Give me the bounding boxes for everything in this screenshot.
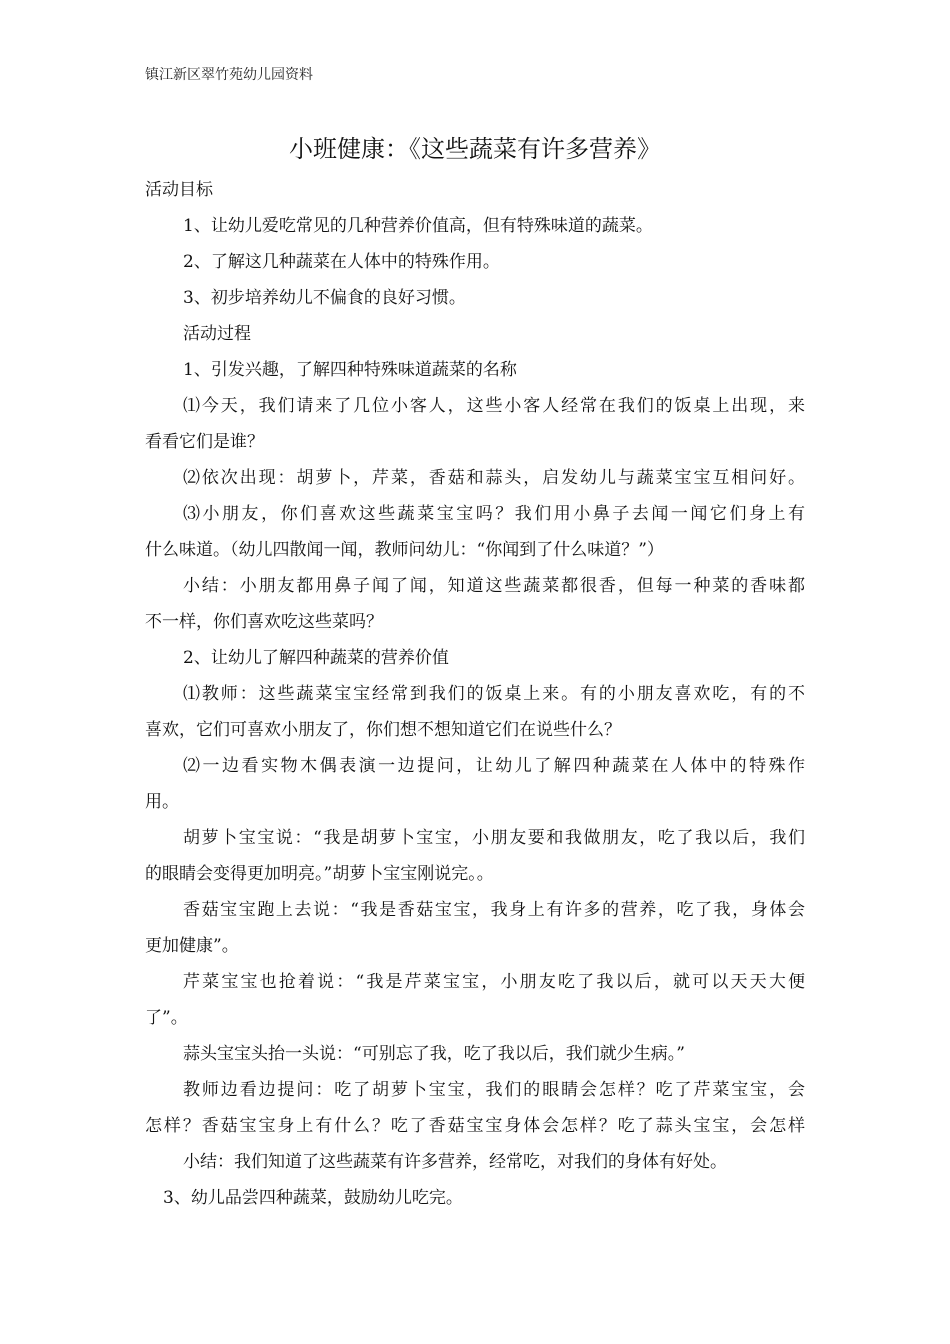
step-heading-2: 2、让幼儿了解四种蔬菜的营养价值 xyxy=(183,648,449,668)
paragraph-line: ⑵依次出现：胡萝卜，芹菜，香菇和蒜头，启发幼儿与蔬菜宝宝互相问好。 xyxy=(183,468,805,488)
paragraph-line: 的眼睛会变得更加明亮。”胡萝卜宝宝刚说完。。 xyxy=(145,864,494,884)
goal-item-1: 1、让幼儿爱吃常见的几种营养价值高，但有特殊味道的蔬菜。 xyxy=(183,216,653,236)
paragraph-line: 看看它们是谁？ xyxy=(145,432,264,452)
paragraph-line: 用。 xyxy=(145,792,179,812)
paragraph-line: 蒜头宝宝头抬一头说：“可别忘了我，吃了我以后，我们就少生病。” xyxy=(183,1044,685,1064)
paragraph-line: ⑵一边看实物木偶表演一边提问，让幼儿了解四种蔬菜在人体中的特殊作 xyxy=(183,756,805,776)
paragraph-line: 胡萝卜宝宝说：“我是胡萝卜宝宝，小朋友要和我做朋友，吃了我以后，我们 xyxy=(183,828,805,848)
section-heading-process: 活动过程 xyxy=(183,324,251,344)
goal-item-3: 3、初步培养幼儿不偏食的良好习惯。 xyxy=(183,288,466,308)
paragraph-line: 怎样？香菇宝宝身上有什么？吃了香菇宝宝身体会怎样？吃了蒜头宝宝，会怎样 xyxy=(145,1116,805,1136)
document-body xyxy=(145,172,805,1216)
paragraph-line: 教师边看边提问：吃了胡萝卜宝宝，我们的眼睛会怎样？吃了芹菜宝宝，会 xyxy=(183,1080,805,1100)
paragraph-line: 芹菜宝宝也抢着说：“我是芹菜宝宝，小朋友吃了我以后，就可以天天大便 xyxy=(183,972,805,992)
paragraph-line: ⑴教师：这些蔬菜宝宝经常到我们的饭桌上来。有的小朋友喜欢吃，有的不 xyxy=(183,684,805,704)
paragraph-line: 喜欢，它们可喜欢小朋友了，你们想不想知道它们在说些什么？ xyxy=(145,720,621,740)
paragraph-line: 了”。 xyxy=(145,1008,188,1028)
document-title: 小班健康：《这些蔬菜有许多营养》 xyxy=(289,135,661,163)
step-heading-3: 3、幼儿品尝四种蔬菜，鼓励幼儿吃完。 xyxy=(163,1188,463,1208)
paragraph-line: ⑴今天，我们请来了几位小客人，这些小客人经常在我们的饭桌上出现，来 xyxy=(183,396,805,416)
summary-line: 小结：我们知道了这些蔬菜有许多营养，经常吃，对我们的身体有好处。 xyxy=(183,1152,727,1172)
paragraph-line: 小结：小朋友都用鼻子闻了闻，知道这些蔬菜都很香，但每一种菜的香味都 xyxy=(183,576,805,596)
goal-item-2: 2、了解这几种蔬菜在人体中的特殊作用。 xyxy=(183,252,500,272)
paragraph-line: 香菇宝宝跑上去说：“我是香菇宝宝，我身上有许多的营养，吃了我，身体会 xyxy=(183,900,805,920)
header-note: 镇江新区翠竹苑幼儿园资料 xyxy=(145,67,313,83)
paragraph-line: ⑶小朋友，你们喜欢这些蔬菜宝宝吗？我们用小鼻子去闻一闻它们身上有 xyxy=(183,504,805,524)
paragraph-line: 不一样，你们喜欢吃这些菜吗？ xyxy=(145,612,383,632)
paragraph-line: 什么味道。（幼儿四散闻一闻，教师问幼儿：“你闻到了什么味道？”） xyxy=(145,540,664,560)
paragraph-line: 更加健康”。 xyxy=(145,936,239,956)
section-heading-goals: 活动目标 xyxy=(145,180,213,200)
step-heading-1: 1、引发兴趣，了解四种特殊味道蔬菜的名称 xyxy=(183,360,517,380)
